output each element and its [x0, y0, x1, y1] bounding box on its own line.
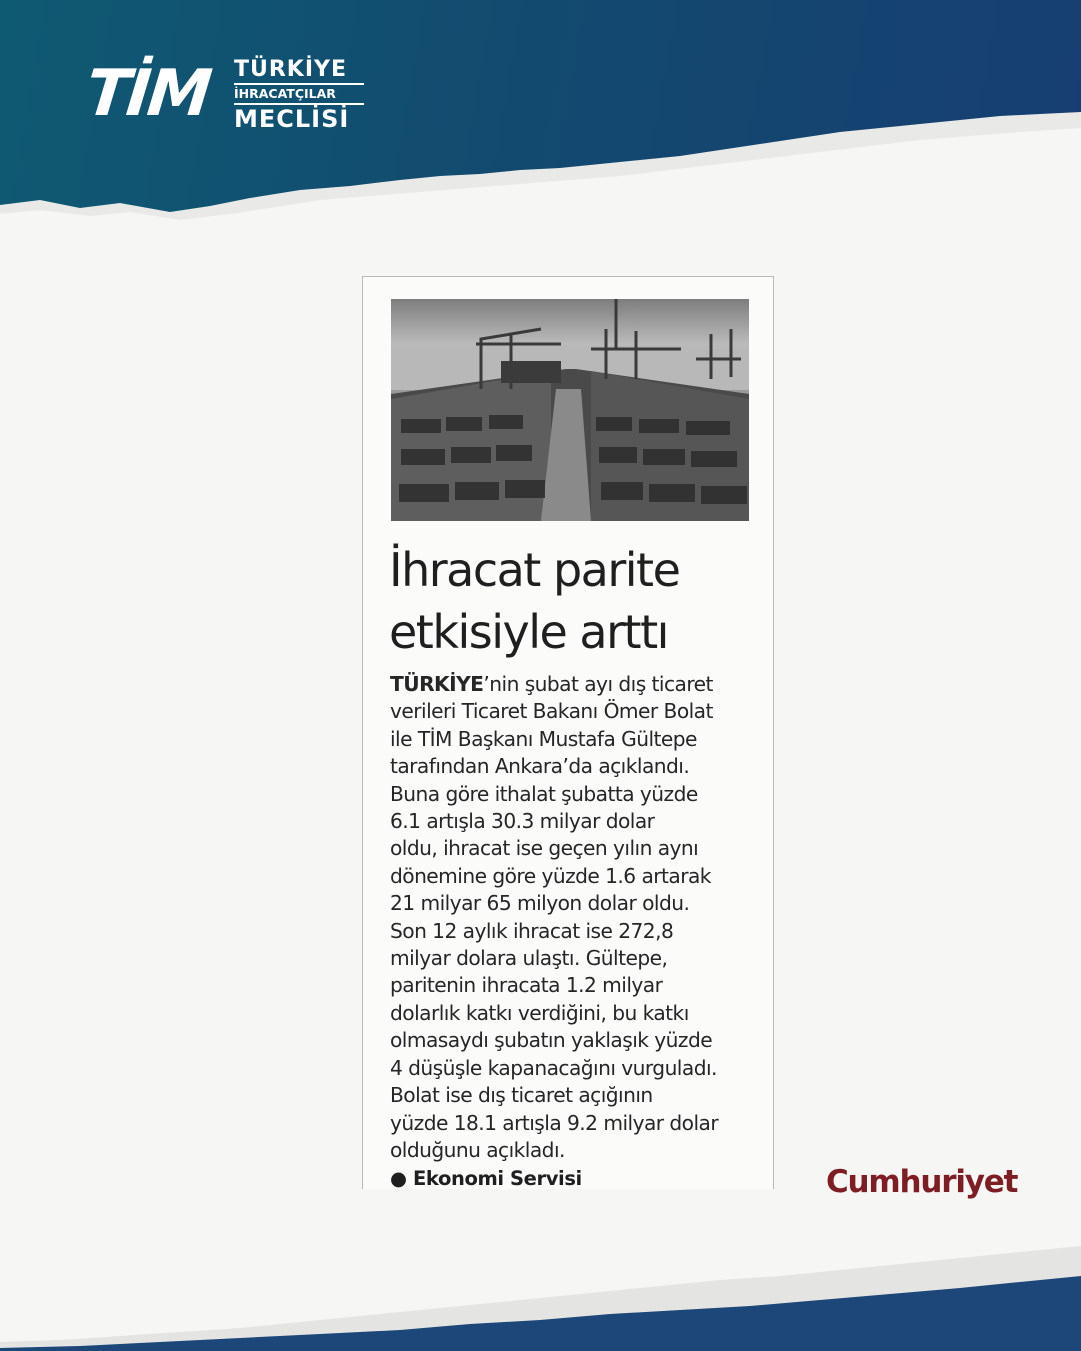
article-lead: TÜRKİYE — [390, 672, 484, 696]
article-body-text: ’nin şubat ayı dış ticaret verileri Ticaret Bakanı Ömer Bolat ile TİM Başkanı Mustafa Gültepe tarafından Ankara’da açıklandı. Buna göre ithalat şubatta yüzde 6.1 artışla 30.3 milyar dolar oldu, ihracat ise geçen yılın aynı dönemine göre yüzde 1.6 artarak 21 milyar 65 milyon dolar oldu. Son 12 aylık ihracat ise 272,8 milyar dolara ulaştı. Gültepe, paritenin ihracata 1.2 milyar dolarlık katkı verdiğini, bu katkı olmasaydı şubatın yaklaşık yüzde 4 düşüşle kapanacağını vurguladı. Bolat ise dış ticaret açığının yüzde 18.1 artışla 9.2 milyar dolar olduğunu açıkladı. — [390, 672, 719, 1162]
logo-wordmark — [234, 58, 364, 132]
article-byline: ● Ekonomi Servisi — [390, 1167, 582, 1189]
logo-mark: TİM — [82, 57, 213, 131]
logo-line-ihracatcilar: İHRACATÇILAR — [234, 83, 364, 105]
tim-logo — [82, 54, 362, 134]
article-headline: İhracat parite etkisiyle arttı — [389, 543, 680, 659]
port-photo-illustration — [391, 299, 749, 521]
port-container-photo — [391, 299, 749, 521]
article-body — [390, 671, 752, 1164]
logo-line-turkiye: TÜRKİYE — [234, 57, 348, 82]
bottom-torn-paper-band — [0, 1230, 1081, 1351]
torn-paper-edge-bottom — [0, 1230, 1081, 1351]
logo-line-meclisi: MECLİSİ — [234, 105, 350, 133]
newspaper-clipping — [362, 276, 774, 1189]
cumhuriyet-logo: Cumhuriyet — [826, 1164, 1018, 1200]
